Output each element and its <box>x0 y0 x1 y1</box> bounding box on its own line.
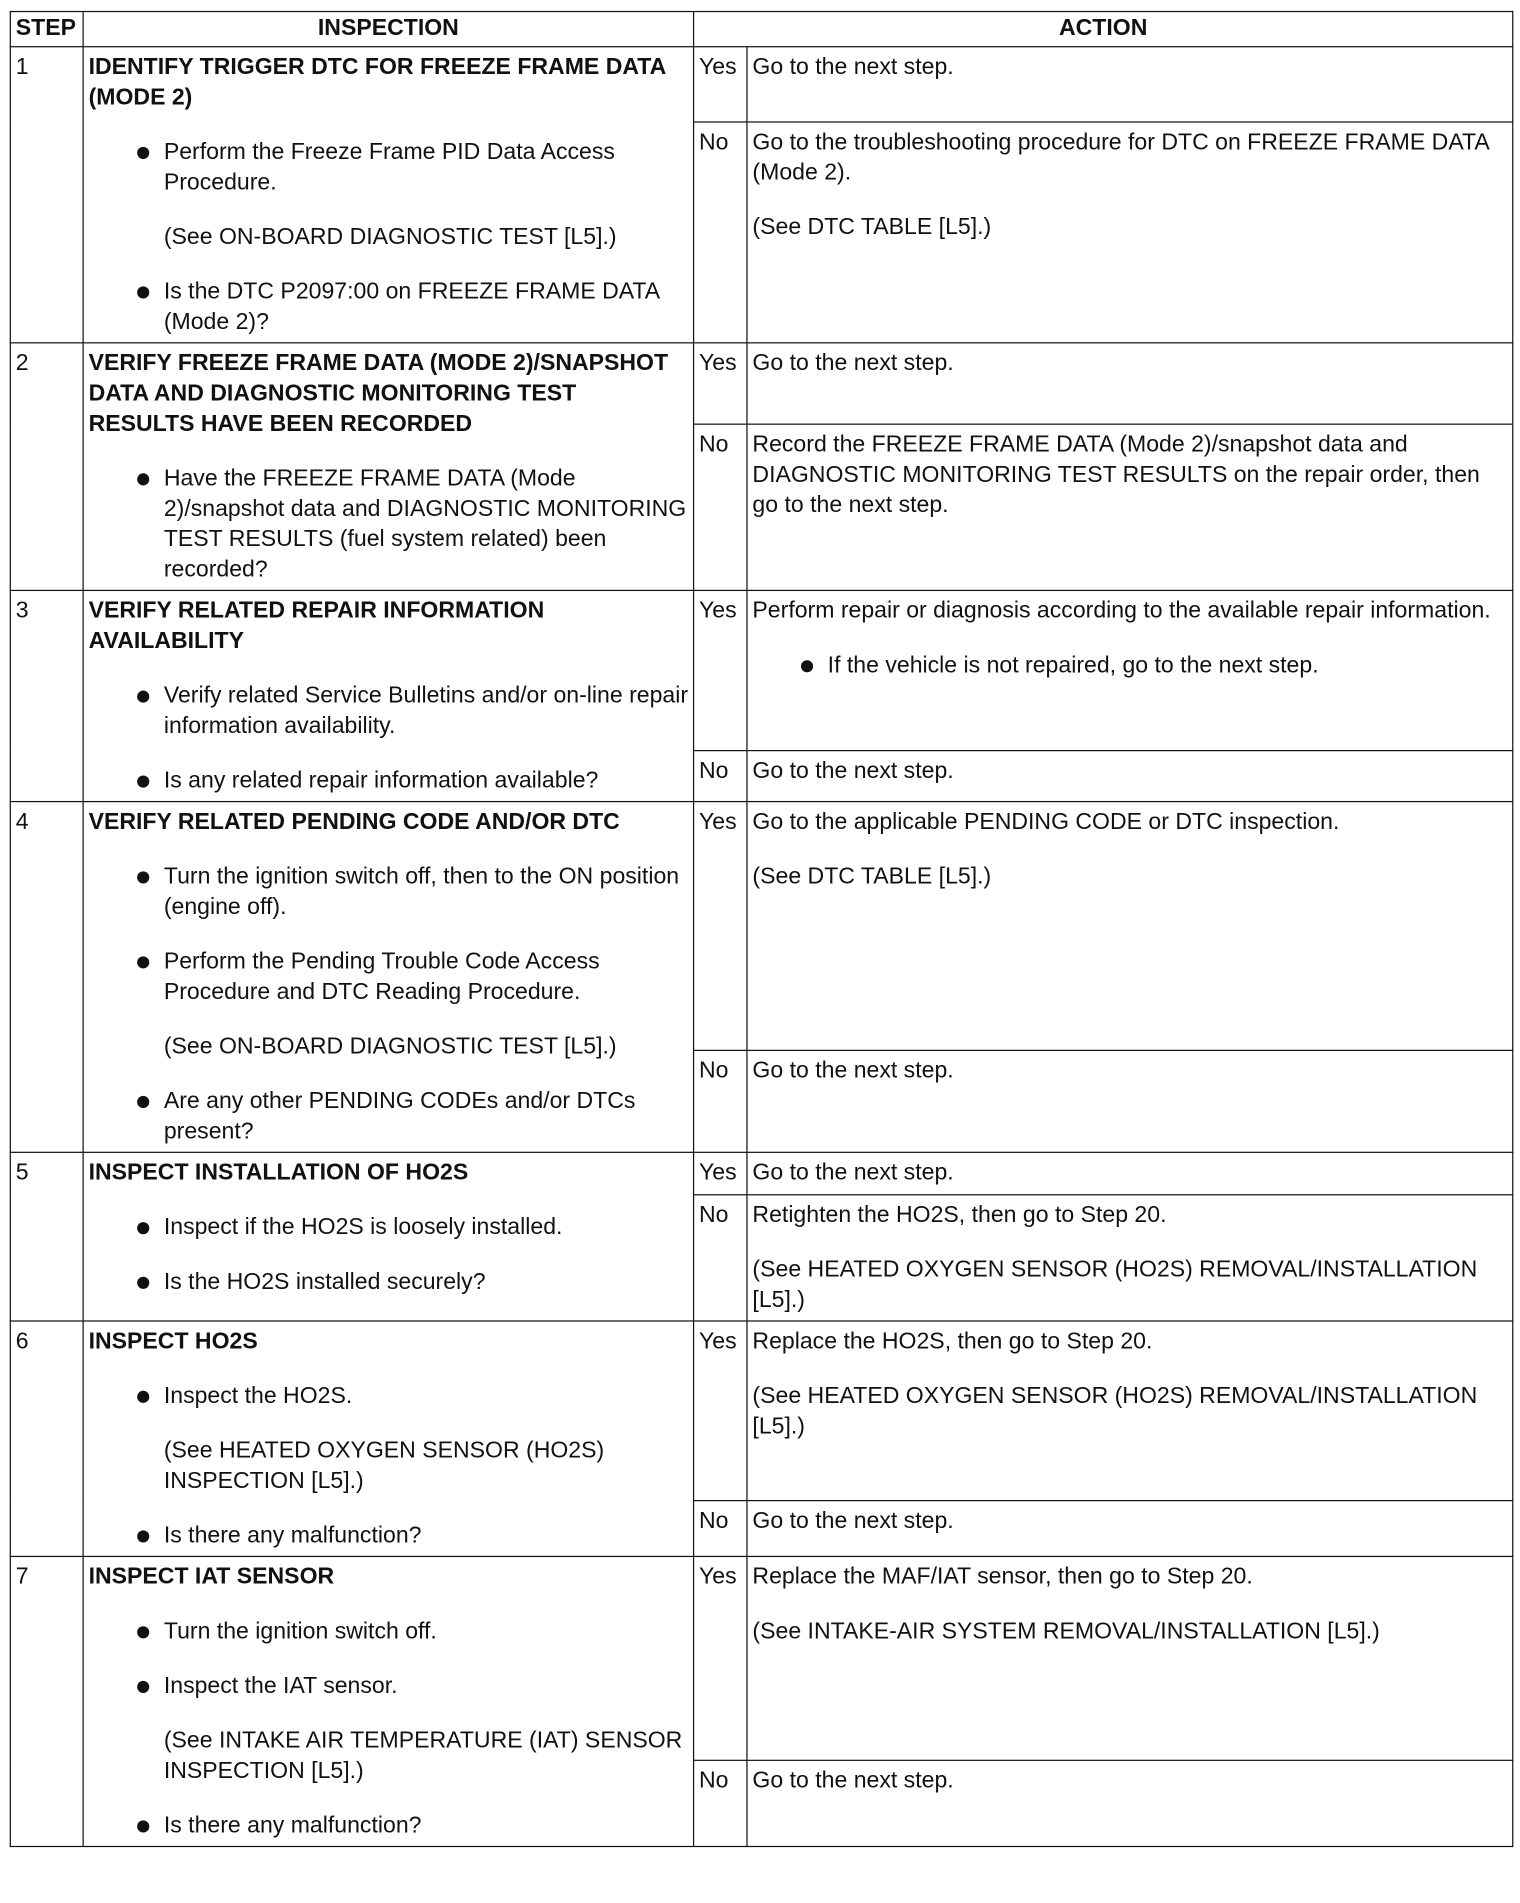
step-number: 3 <box>10 590 83 801</box>
yes-label: Yes <box>694 802 747 1051</box>
step-title: VERIFY FREEZE FRAME DATA (MODE 2)/SNAPSHOT DATA AND DIAGNOSTIC MONITORING TEST RESULTS HAVE BEEN RECORDED <box>88 350 669 437</box>
step-inspection <box>83 1321 693 1556</box>
step-inspection <box>83 802 693 1153</box>
inspection-bullet: Inspect the IAT sensor. <box>89 1671 689 1701</box>
inspection-question: Have the FREEZE FRAME DATA (Mode 2)/snapshot data and DIAGNOSTIC MONITORING TEST RESULTS (fuel system related) been recorded? <box>89 464 689 585</box>
no-action-cell <box>747 1195 1513 1321</box>
yes-label: Yes <box>694 1152 747 1194</box>
inspection-bullet: Inspect the HO2S. <box>89 1381 689 1411</box>
step-inspection <box>83 343 693 591</box>
diagnostic-procedure-table <box>10 11 1514 1847</box>
no-action: Retighten the HO2S, then go to Step 20. <box>752 1202 1167 1229</box>
inspection-question: Is the DTC P2097:00 on FREEZE FRAME DATA (Mode 2)? <box>89 277 689 338</box>
no-action: Go to the next step. <box>747 1760 1513 1846</box>
yes-action-cell <box>747 1321 1513 1501</box>
yes-action-cell <box>747 590 1513 750</box>
yes-action-bullet: If the vehicle is not repaired, go to the next step. <box>752 650 1507 680</box>
step-number: 4 <box>10 802 83 1153</box>
yes-action: Go to the next step. <box>747 343 1513 424</box>
step-inspection <box>83 590 693 801</box>
inspection-bullet: Turn the ignition switch off, then to the ON position (engine off). <box>89 862 689 923</box>
inspection-question: Is the HO2S installed securely? <box>89 1267 689 1297</box>
step-title: IDENTIFY TRIGGER DTC FOR FREEZE FRAME DATA (MODE 2) <box>88 54 666 111</box>
inspection-question: Are any other PENDING CODEs and/or DTCs present? <box>89 1086 689 1147</box>
step-2-yes-row <box>10 343 1512 424</box>
yes-action: Go to the applicable PENDING CODE or DTC inspection. <box>752 809 1340 835</box>
yes-label: Yes <box>694 1556 747 1760</box>
inspection-reference: (See INTAKE AIR TEMPERATURE (IAT) SENSOR INSPECTION [L5].) <box>163 1728 683 1784</box>
inspection-bullet: Turn the ignition switch off. <box>89 1617 689 1647</box>
inspection-question: Is there any malfunction? <box>89 1521 689 1551</box>
yes-action: Replace the HO2S, then go to Step 20. <box>752 1328 1153 1355</box>
no-label: No <box>694 122 747 343</box>
no-action: Go to the next step. <box>747 1050 1513 1152</box>
step-title: INSPECT INSTALLATION OF HO2S <box>88 1160 469 1186</box>
step-7-yes-row <box>10 1556 1512 1760</box>
step-number: 6 <box>10 1321 83 1556</box>
yes-action-cell <box>747 1556 1513 1760</box>
no-action-reference: (See HEATED OXYGEN SENSOR (HO2S) REMOVAL/INSTALLATION [L5].) <box>752 1257 1478 1314</box>
step-title: INSPECT IAT SENSOR <box>88 1564 335 1590</box>
step-4-yes-row <box>10 802 1512 1051</box>
yes-label: Yes <box>694 1321 747 1501</box>
step-number: 1 <box>10 47 83 343</box>
step-3-yes-row <box>10 590 1512 750</box>
inspection-bullet: Inspect if the HO2S is loosely installed. <box>89 1212 689 1242</box>
inspection-bullet: Perform the Freeze Frame PID Data Access Procedure. <box>89 137 689 198</box>
step-6-yes-row <box>10 1321 1512 1501</box>
inspection-reference: (See ON-BOARD DIAGNOSTIC TEST [L5].) <box>163 224 617 251</box>
yes-action: Replace the MAF/IAT sensor, then go to Step 20. <box>752 1564 1253 1590</box>
no-action-cell <box>747 122 1513 343</box>
no-action: Record the FREEZE FRAME DATA (Mode 2)/snapshot data and DIAGNOSTIC MONITORING TEST RESULTS on the repair order, then go to the next step. <box>747 424 1513 590</box>
inspection-column-header: INSPECTION <box>83 12 693 47</box>
no-label: No <box>694 751 747 802</box>
no-label: No <box>694 424 747 590</box>
step-number: 5 <box>10 1152 83 1321</box>
yes-label: Yes <box>694 343 747 424</box>
no-label: No <box>694 1050 747 1152</box>
step-1-yes-row <box>10 47 1512 122</box>
step-title: VERIFY RELATED PENDING CODE AND/OR DTC <box>88 809 620 835</box>
yes-action: Go to the next step. <box>747 47 1513 122</box>
yes-action-reference: (See HEATED OXYGEN SENSOR (HO2S) REMOVAL/INSTALLATION [L5].) <box>752 1383 1478 1440</box>
inspection-bullet: Perform the Pending Trouble Code Access Procedure and DTC Reading Procedure. <box>89 947 689 1008</box>
step-5-yes-row <box>10 1152 1512 1194</box>
yes-label: Yes <box>694 590 747 750</box>
yes-label: Yes <box>694 47 747 122</box>
inspection-bullet: Verify related Service Bulletins and/or on-line repair information availability. <box>89 681 689 742</box>
yes-action-reference: (See INTAKE-AIR SYSTEM REMOVAL/INSTALLATION [L5].) <box>752 1618 1380 1645</box>
no-action-reference: (See DTC TABLE [L5].) <box>752 214 992 241</box>
no-action: Go to the next step. <box>747 1501 1513 1557</box>
no-action: Go to the troubleshooting procedure for DTC on FREEZE FRAME DATA (Mode 2). <box>752 129 1489 186</box>
inspection-question: Is there any malfunction? <box>89 1811 689 1841</box>
inspection-reference: (See HEATED OXYGEN SENSOR (HO2S) INSPECTION [L5].) <box>163 1438 605 1494</box>
inspection-question: Is any related repair information available? <box>89 766 689 796</box>
no-label: No <box>694 1501 747 1557</box>
step-inspection <box>83 47 693 343</box>
yes-action-cell <box>747 802 1513 1051</box>
no-label: No <box>694 1760 747 1846</box>
table-header-row <box>10 12 1512 47</box>
step-title: VERIFY RELATED REPAIR INFORMATION AVAILABILITY <box>88 598 545 655</box>
no-label: No <box>694 1195 747 1321</box>
step-column-header: STEP <box>10 12 83 47</box>
step-number: 7 <box>10 1556 83 1846</box>
yes-action-reference: (See DTC TABLE [L5].) <box>752 864 992 890</box>
inspection-reference: (See ON-BOARD DIAGNOSTIC TEST [L5].) <box>163 1033 617 1060</box>
yes-action: Perform repair or diagnosis according to the available repair information. <box>752 598 1491 624</box>
step-inspection <box>83 1556 693 1846</box>
action-column-header: ACTION <box>694 12 1513 47</box>
no-action: Go to the next step. <box>747 751 1513 802</box>
yes-action: Go to the next step. <box>747 1152 1513 1194</box>
step-number: 2 <box>10 343 83 591</box>
step-inspection <box>83 1152 693 1321</box>
step-title: INSPECT HO2S <box>88 1328 258 1355</box>
